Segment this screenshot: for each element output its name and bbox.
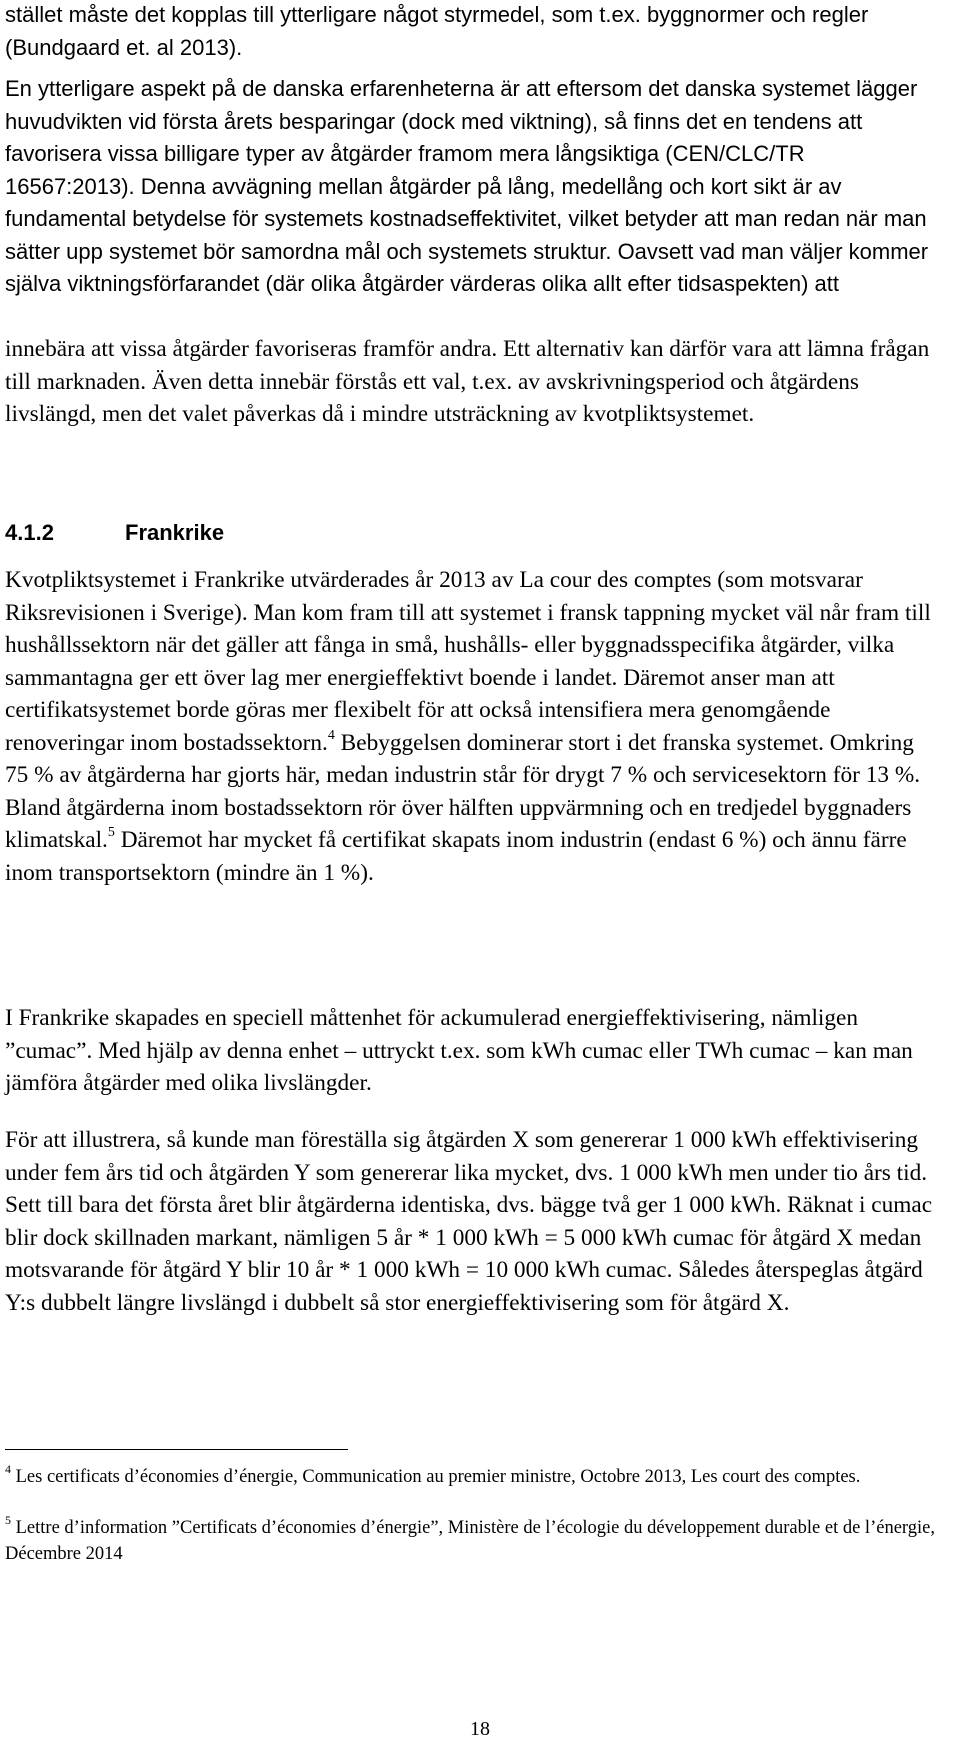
footnote-5-number: 5 <box>5 1512 11 1527</box>
footnote-ref-5: 5 <box>107 825 115 841</box>
france-text-3: Däremot har mycket få certifikat skapats inom industrin (endast 6 %) och ännu färre inom transportsektorn (mindre än 1 %). <box>5 827 907 886</box>
section-number: 4.1.2 <box>5 520 54 545</box>
body-paragraph-denmark-sans: En ytterligare aspekt på de danska erfarenheterna är att eftersom det danska systemet lägger huvudvikten vid första årets besparingar (dock med viktning), så finns det en tendens att favorisera vissa billigare typer av åtgärder framom mera långsiktiga (CEN/CLC/TR 16567:2013). Denna avvägning mellan åtgärder på lång, medellång och kort sikt är av fundamental betydelse för systemets kostnadseffektivitet, vilket betyder att man redan när man sätter upp systemet bör samordna mål och systemets struktur. Oavsett vad man väljer kommer själva viktningsförfarandet (där olika åtgärder värderas olika allt efter tidsaspekten) att <box>5 76 929 296</box>
footnote-4-text: Les certificats d’économies d’énergie, Communication au premier ministre, Octobre 2013, Les court des comptes. <box>11 1467 861 1487</box>
footnote-4 <box>5 1461 935 1491</box>
france-text-1: Kvotpliktsystemet i Frankrike utvärderades år 2013 av La cour des comptes (som motsvarar Riksrevisionen i Sverige). Man kom fram till att systemet i fransk tappning mycket väl når fram till hushållssektorn när det gäller att fånga in små, hushålls- eller byggnadsspecifika åtgärder, vilka sammantagna ger ett över lag mer energieffektivt boende i landet. Däremot anser man att certifikatsystemet borde göras mer flexibelt för att också intensifiera mera genomgående renoveringar inom bostadssektorn. <box>5 567 931 756</box>
footnote-4-number: 4 <box>5 1461 11 1476</box>
france-text-2: Bebyggelsen dominerar stort i det franska systemet. Omkring 75 % av åtgärderna har gjorts här, medan industrin står för drygt 7 % och servicesektorn för 13 %. Bland åtgärderna inom bostadssektorn rör över hälften uppvärmning och en tredjedel byggnaders klimatskal. <box>5 729 921 853</box>
footnote-separator <box>5 1449 348 1450</box>
body-paragraph-example: För att illustrera, så kunde man föreställa sig åtgärden X som genererar 1 000 kWh effektivisering under fem års tid och åtgärden Y som genererar lika mycket, dvs. 1 000 kWh men under tio års tid. Sett till bara det första året blir åtgärderna identiska, dvs. bägge två ger 1 000 kWh. Räknat i cumac blir dock skillnaden markant, nämligen 5 år * 1 000 kWh = 5 000 kWh cumac för åtgärd X medan motsvarande för åtgärd Y blir 10 år * 1 000 kWh = 10 000 kWh cumac. Således återspeglas åtgärd Y:s dubbelt längre livslängd i dubbelt så stor energieffektivisering som för åtgärd X. <box>5 1127 933 1316</box>
body-paragraph-cumac: I Frankrike skapades en speciell måttenhet för ackumulerad energieffektivisering, nämligen ”cumac”. Med hjälp av denna enhet – uttryckt t.ex. som kWh cumac eller TWh cumac – kan man jämföra åtgärder med olika livslängder. <box>5 1005 913 1096</box>
footnote-5-text: Lettre d’information ”Certificats d’économies d’énergie”, Ministère de l’écologie du développement durable et de l’énergie, Décembre 2014 <box>5 1518 935 1564</box>
body-paragraph-france <box>5 564 935 889</box>
section-heading <box>5 517 224 549</box>
page-number: 18 <box>470 1718 490 1740</box>
footnote-5 <box>5 1512 935 1567</box>
body-paragraph-continuation: stället måste det kopplas till ytterligare något styrmedel, som t.ex. byggnormer och regler (Bundgaard et. al 2013). <box>5 2 869 60</box>
body-paragraph-denmark-serif: innebära att vissa åtgärder favoriseras framför andra. Ett alternativ kan därför vara att lämna frågan till marknaden. Även detta innebär förstås ett val, t.ex. av avskrivningsperiod och åtgärdens livslängd, men det valet påverkas då i mindre utsträckning av kvotpliktsystemet. <box>5 336 930 427</box>
footnote-ref-4: 4 <box>327 727 335 743</box>
section-title: Frankrike <box>125 520 225 545</box>
